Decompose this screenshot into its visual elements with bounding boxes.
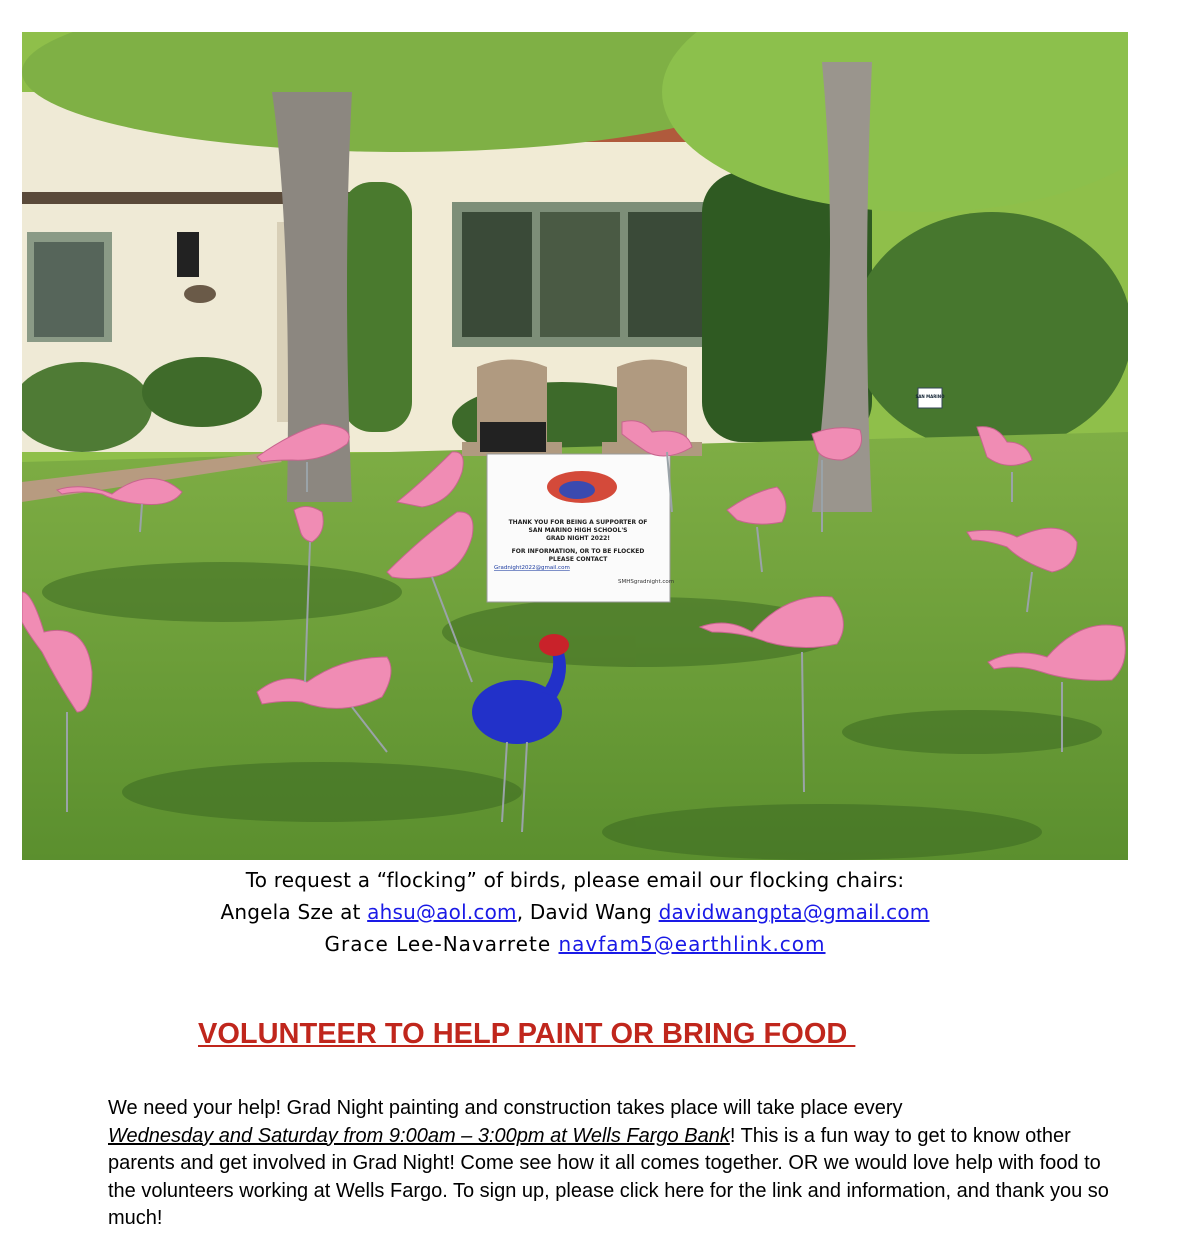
small-yard-sign bbox=[915, 388, 945, 408]
flocking-chairs-line-1: Angela Sze at ahsu@aol.com, David Wang davidwangpta@gmail.com bbox=[220, 900, 930, 924]
sign-website-text: SMHSgradnight.com bbox=[618, 579, 675, 585]
sign-thanks-text: THANK YOU FOR BEING A SUPPORTER OF bbox=[508, 519, 648, 526]
schedule-text: Wednesday and Saturday from 9:00am – 3:00pm at Wells Fargo Bank bbox=[108, 1124, 730, 1147]
email-link-ahsu[interactable]: ahsu@aol.com bbox=[367, 900, 517, 924]
sign-info-text: FOR INFORMATION, OR TO BE FLOCKED bbox=[511, 548, 645, 555]
flamingo-yard-photo bbox=[22, 32, 1128, 860]
grad-night-sign bbox=[487, 454, 674, 602]
sign-event-text: GRAD NIGHT 2022! bbox=[545, 535, 611, 542]
volunteer-heading: VOLUNTEER TO HELP PAINT OR BRING FOOD bbox=[198, 1018, 856, 1050]
svg-text:SAN MARINO: SAN MARINO bbox=[915, 394, 945, 399]
email-link-navfam5[interactable]: navfam5@earthlink.com bbox=[558, 932, 826, 956]
flocking-request-text: To request a “flocking” of birds, please email our flocking chairs: bbox=[245, 868, 905, 892]
email-link-davidwang[interactable]: davidwangpta@gmail.com bbox=[658, 900, 930, 924]
sign-contact-text: PLEASE CONTACT bbox=[548, 556, 608, 563]
sign-school-text: SAN MARINO HIGH SCHOOL'S bbox=[528, 527, 628, 534]
sign-email-text: Gradnight2022@gmail.com bbox=[494, 565, 570, 571]
flocking-chairs-line-2: Grace Lee-Navarrete navfam5@earthlink.com bbox=[324, 932, 826, 956]
volunteer-body-text: We need your help! Grad Night painting and construction takes place will take place every Wednesday and Saturday from 9:00am – 3:00pm at Wells Fargo Bank! This is a fun way to get to know other parents and get involved in Grad Night! Come see how it all comes together. OR we would love help with food to the volunteers working at Wells Fargo. To sign up, please click here for the link and information, and thank you so much! bbox=[108, 1097, 1109, 1229]
